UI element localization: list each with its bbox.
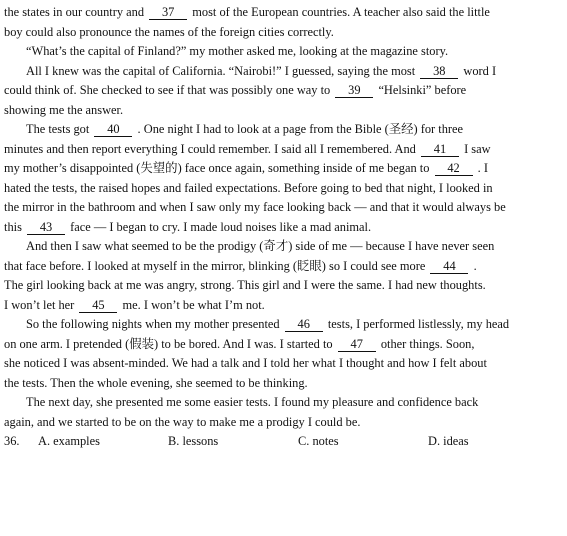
passage-line (4, 374, 561, 394)
passage-text-segment: showing me the answer. (4, 102, 124, 117)
passage-text-segment: that face before. I looked at myself in the mirror, blinking (眨眼) so I could see more (4, 258, 426, 273)
passage-text-segment: me. I won’t be what I’m not. (122, 297, 265, 312)
answer-blank: 46 (285, 317, 323, 332)
passage-text-segment: All I knew was the capital of California. “Nairobi!” I guessed, saying the most (26, 63, 416, 78)
passage-text-segment: hated the tests, the raised hopes and failed expectations. Before going to bed that night, I looked in (4, 180, 493, 195)
passage-text-segment: The tests got (26, 122, 90, 136)
passage-line (4, 159, 561, 179)
passage-text-segment: again, and we started to be on the way to make me a prodigy I could be. (4, 414, 361, 429)
passage-text-segment: boy could also pronounce the names of the foreign cities correctly. (4, 24, 334, 39)
passage-line (4, 296, 561, 316)
passage-text-segment: this (4, 219, 22, 234)
option-a: A. examples (38, 434, 100, 448)
passage-line (4, 179, 561, 199)
answer-blank: 43 (27, 220, 65, 235)
passage-line (4, 42, 561, 62)
passage-line (4, 120, 561, 140)
passage-line (4, 237, 561, 257)
answer-blank: 41 (421, 142, 459, 157)
passage-text-segment: she noticed I was absent-minded. We had a talk and I told her what I thought and how I felt about (4, 356, 487, 370)
question-36-options (4, 432, 561, 452)
passage-line (4, 315, 561, 335)
question-number: 36. (4, 434, 20, 448)
passage-line (4, 354, 561, 374)
passage-text-segment: . One night I had to look at a page from the Bible (圣经) for three (137, 122, 464, 136)
passage-text-segment: “Helsinki” before (378, 83, 467, 97)
answer-blank: 47 (338, 337, 376, 352)
passage-text-segment: the mirror in the bathroom and when I saw only my face looking back — and that it would always be (4, 200, 506, 214)
option-d: D. ideas (428, 434, 469, 448)
answer-blank: 40 (94, 122, 132, 137)
passage-line (4, 198, 561, 218)
option-c: C. notes (298, 434, 339, 448)
passage-text-segment: my mother’s disappointed (失望的) face once again, something inside of me began to (4, 161, 430, 175)
passage-text-segment: tests, I performed listlessly, my head (327, 317, 510, 331)
passage-text-segment: The next day, she presented me some easier tests. I found my pleasure and confidence back (26, 395, 479, 409)
passage-line (4, 393, 561, 413)
passage-text-segment: could think of. She checked to see if that was possibly one way to (4, 83, 331, 97)
passage-text-segment: So the following nights when my mother presented (26, 317, 280, 331)
option-b: B. lessons (168, 434, 219, 448)
passage-line (4, 218, 561, 238)
passage-text-segment: The girl looking back at me was angry, strong. This girl and I were the same. I had new thoughts. (4, 278, 486, 292)
passage-line (4, 3, 561, 23)
answer-blank: 42 (435, 161, 473, 176)
passage-line (4, 101, 561, 121)
passage-line (4, 276, 561, 296)
passage-text-segment: the states in our country and (4, 5, 145, 19)
passage-line (4, 23, 561, 43)
passage-text-segment: And then I saw what seemed to be the prodigy (奇才) side of me — because I have never seen (26, 239, 495, 253)
passage-line (4, 413, 561, 433)
passage-text (4, 3, 561, 432)
passage-line (4, 335, 561, 355)
passage-text-segment: . (473, 258, 477, 273)
answer-blank: 44 (430, 259, 468, 274)
passage-text-segment: “What’s the capital of Finland?” my mother asked me, looking at the magazine story. (26, 44, 449, 58)
answer-blank: 38 (420, 64, 458, 79)
passage-text-segment: other things. Soon, (380, 336, 475, 351)
passage-text-segment: the tests. Then the whole evening, she seemed to be thinking. (4, 375, 308, 390)
passage-line (4, 81, 561, 101)
passage-text-segment: face — I began to cry. I made loud noises like a mad animal. (70, 219, 372, 234)
passage-text-segment: on one arm. I pretended (假装) to be bored. And I was. I started to (4, 336, 333, 351)
passage-text-segment: most of the European countries. A teacher also said the little (192, 5, 490, 19)
passage-line (4, 62, 561, 82)
answer-blank: 45 (79, 298, 117, 313)
passage-text-segment: word I (463, 63, 497, 78)
passage-text-segment: . I (477, 161, 488, 175)
passage-text-segment: I saw (464, 141, 491, 156)
passage-line (4, 140, 561, 160)
passage-text-segment: minutes and then report everything I could remember. I said all I remembered. And (4, 141, 416, 156)
answer-blank: 39 (335, 83, 373, 98)
passage-line (4, 257, 561, 277)
passage-text-segment: I won’t let her (4, 297, 75, 312)
answer-blank: 37 (149, 5, 187, 20)
